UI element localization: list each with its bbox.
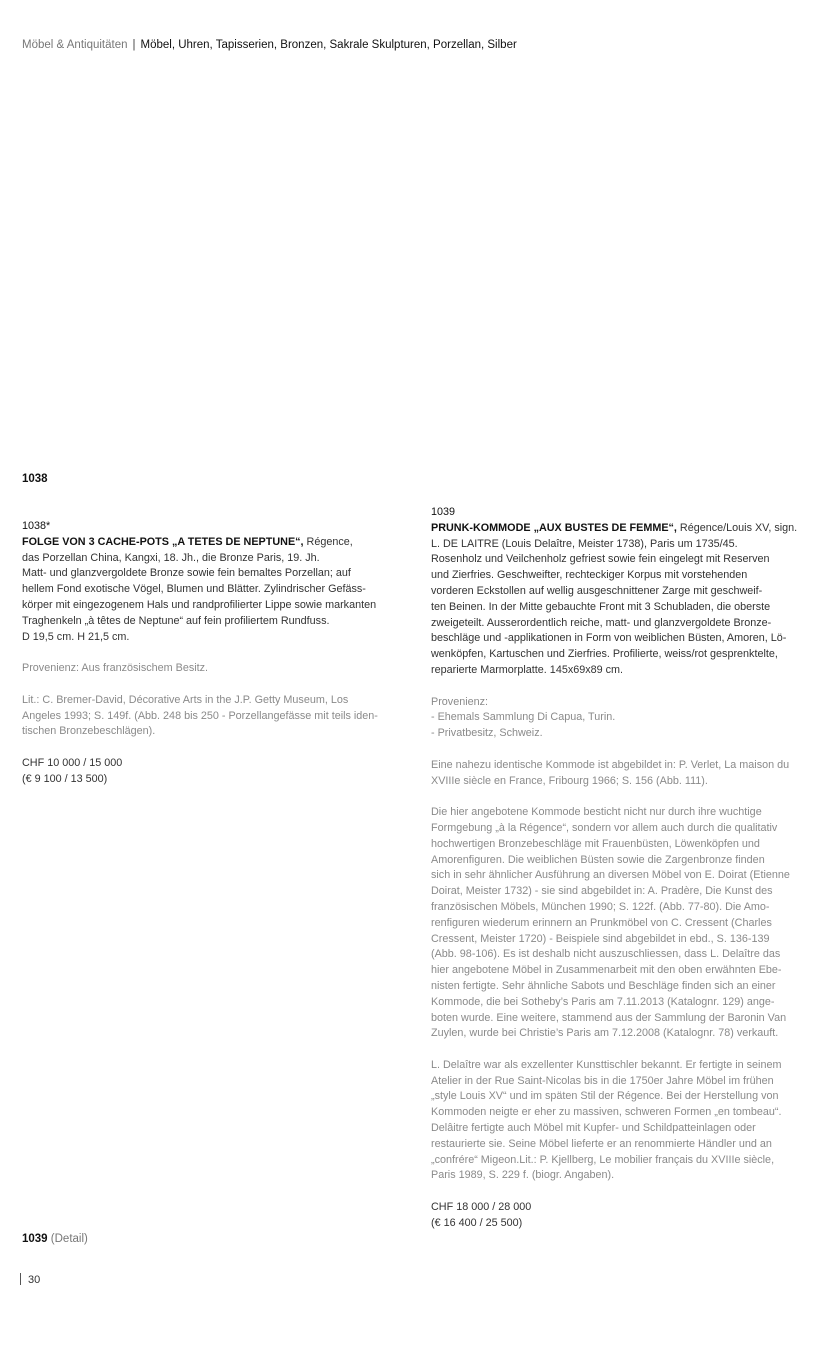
lot-number: 1039 [431, 506, 456, 518]
price-eur: (€ 16 400 / 25 500) [431, 1216, 523, 1229]
header-separator: | [132, 39, 136, 51]
page-number: 30 [28, 1274, 41, 1286]
note-line: nisten fertigte. Sehr ähnliche Sabots und Beschläge finden sich an einer [431, 979, 776, 992]
desc-line: Rosenholz und Veilchenholz gefriest sowie fein eingelegt mit Reserven [431, 553, 770, 566]
note-line: Cressent, Meister 1720) - Beispiele sind abgebildet in ebd., S. 136-139 [431, 932, 770, 945]
provenance-line: - Ehemals Sammlung Di Capua, Turin. [431, 711, 616, 724]
caption-lot-number: 1039 [22, 1233, 48, 1245]
desc-line: L. DE LAITRE (Louis Delaître, Meister 1738), Paris um 1735/45. [431, 537, 738, 550]
desc-line: vorderen Eckstollen auf wellig ausgeschnittener Zarge mit geschweif- [431, 584, 763, 597]
desc-line: das Porzellan China, Kangxi, 18. Jh., die Bronze Paris, 19. Jh. [22, 551, 320, 564]
note-line: Kommode, die bei Sotheby’s Paris am 7.11.2013 (Katalognr. 129) ange- [431, 995, 775, 1008]
lot-1038-entry [22, 519, 417, 788]
price-eur: (€ 9 100 / 13 500) [22, 772, 108, 785]
lot-title: FOLGE VON 3 CACHE-POTS „A TETES DE NEPTUNE“, [22, 535, 304, 548]
note-line: Atelier in der Rue Saint-Nicolas bis in die 1750er Jahre Möbel im frühen [431, 1074, 774, 1087]
image-caption-1039 [22, 1233, 88, 1245]
desc-line: wenköpfen, Kartuschen und Zierfries. Profilierte, weiss/rot gesprenktelte, [431, 648, 778, 661]
footer-rule [20, 1273, 21, 1285]
literature-line: Lit.: C. Bremer-David, Décorative Arts in the J.P. Getty Museum, Los [22, 693, 349, 706]
note-line: XVIIIe siècle en France, Fribourg 1966; S. 156 (Abb. 111). [431, 774, 708, 787]
section-label: Möbel & Antiquitäten [22, 39, 128, 51]
lot-title: PRUNK-KOMMODE „AUX BUSTES DE FEMME“, [431, 521, 677, 534]
desc-line: beschläge und -applikationen in Form von weiblichen Büsten, Amoren, Lö- [431, 632, 787, 645]
desc-line: zweigeteilt. Ausserordentlich reiche, matt- und glanzvergoldete Bronze- [431, 616, 772, 629]
price-chf: CHF 18 000 / 28 000 [431, 1201, 532, 1214]
note-line: L. Delaître war als exzellenter Kunsttischler bekannt. Er fertigte in seinem [431, 1058, 782, 1071]
provenance-line: Provenienz: [431, 695, 489, 708]
note-line: boten wurde. Eine weitere, stammend aus der Sammlung der Baronin Van [431, 1011, 787, 1024]
literature-line: Angeles 1993; S. 149f. (Abb. 248 bis 250 - Porzellangefässe mit teils iden- [22, 709, 378, 722]
note-line: hochwertigen Bronzebeschläge mit Frauenbüsten, Löwenköpfen und [431, 837, 760, 850]
note-line: Formgebung „à la Régence“, sondern vor allem auch durch die qualitativ [431, 821, 778, 834]
note-line: Paris 1989, S. 229 f. (biogr. Angaben). [431, 1169, 615, 1182]
note-line: renfiguren wiederum erinnern an Prunkmöbel von C. Cressent (Charles [431, 916, 772, 929]
note-line: restaurierte sie. Seine Möbel lieferte er an renommierte Händler und an [431, 1137, 772, 1150]
note-line: Delâitre fertigte auch Möbel mit Kupfer- und Schildpatteinlagen oder [431, 1122, 756, 1135]
category-label: Möbel, Uhren, Tapisserien, Bronzen, Sakrale Skulpturen, Porzellan, Silber [140, 39, 517, 51]
note-line: „style Louis XV“ und im späten Stil der Régence. Bei der Herstellung von [431, 1090, 779, 1103]
lot-1039-entry [431, 505, 823, 1232]
provenance: Provenienz: Aus französischem Besitz. [22, 662, 209, 675]
caption-detail: (Detail) [50, 1233, 88, 1245]
dimensions: D 19,5 cm. H 21,5 cm. [22, 630, 130, 643]
desc-line: und Zierfries. Geschweifter, rechteckiger Korpus mit vorstehenden [431, 569, 748, 582]
note-line: sich in sehr ähnlicher Ausführung an diversen Möbel von E. Doirat (Etienne [431, 869, 790, 882]
note-line: Doirat, Meister 1732) - sie sind abgebildet in: A. Pradère, Die Kunst des [431, 885, 773, 898]
dimensions: reparierte Marmorplatte. 145x69x89 cm. [431, 663, 624, 676]
lot-title-line [431, 521, 823, 537]
image-caption-1038: 1038 [22, 473, 48, 485]
note-line: Zuylen, wurde bei Christie’s Paris am 7.12.2008 (Katalognr. 78) verkauft. [431, 1027, 779, 1040]
note-line: (Abb. 98-106). Es ist deshalb nicht auszuschliessen, dass L. Delaître das [431, 948, 781, 961]
note-line: Amorenfiguren. Die weiblichen Büsten sowie die Zargenbronze finden [431, 853, 765, 866]
note-line: Kommoden neigte er eher zu massiven, schweren Formen „en tombeau“. [431, 1106, 782, 1119]
desc-line: Traghenkeln „à têtes de Neptune“ auf fein profiliertem Rundfuss. [22, 614, 330, 627]
literature-line: tischen Bronzebeschlägen). [22, 725, 156, 738]
running-header [22, 39, 517, 51]
desc-line: hellem Fond exotische Vögel, Blumen und Blätter. Zylindrischer Gefäss- [22, 583, 366, 596]
note-line: „confrére“ Migeon.Lit.: P. Kjellberg, Le mobilier français du XVIIIe siècle, [431, 1153, 775, 1166]
desc-line: körper mit eingezogenem Hals und randprofilierter Lippe sowie markanten [22, 598, 377, 611]
note-line: Die hier angebotene Kommode besticht nicht nur durch ihre wuchtige [431, 806, 762, 819]
lot-period: Régence/Louis XV, sign. [676, 521, 798, 534]
note-line: französischen Möbels, München 1990; S. 122f. (Abb. 77-80). Die Amo- [431, 900, 770, 913]
provenance-line: - Privatbesitz, Schweiz. [431, 727, 543, 740]
desc-line: ten Beinen. In der Mitte gebauchte Front mit 3 Schubladen, die oberste [431, 600, 771, 613]
lot-number: 1038* [22, 520, 51, 532]
note-line: Eine nahezu identische Kommode ist abgebildet in: P. Verlet, La maison du [431, 758, 790, 771]
note-line: hier angebotene Möbel in Zusammenarbeit mit den oben erwähnten Ebe- [431, 964, 782, 977]
lot-title-line [22, 535, 417, 551]
price-chf: CHF 10 000 / 15 000 [22, 756, 123, 769]
desc-line: Matt- und glanzvergoldete Bronze sowie fein bemaltes Porzellan; auf [22, 567, 351, 580]
lot-period: Régence, [303, 535, 353, 548]
